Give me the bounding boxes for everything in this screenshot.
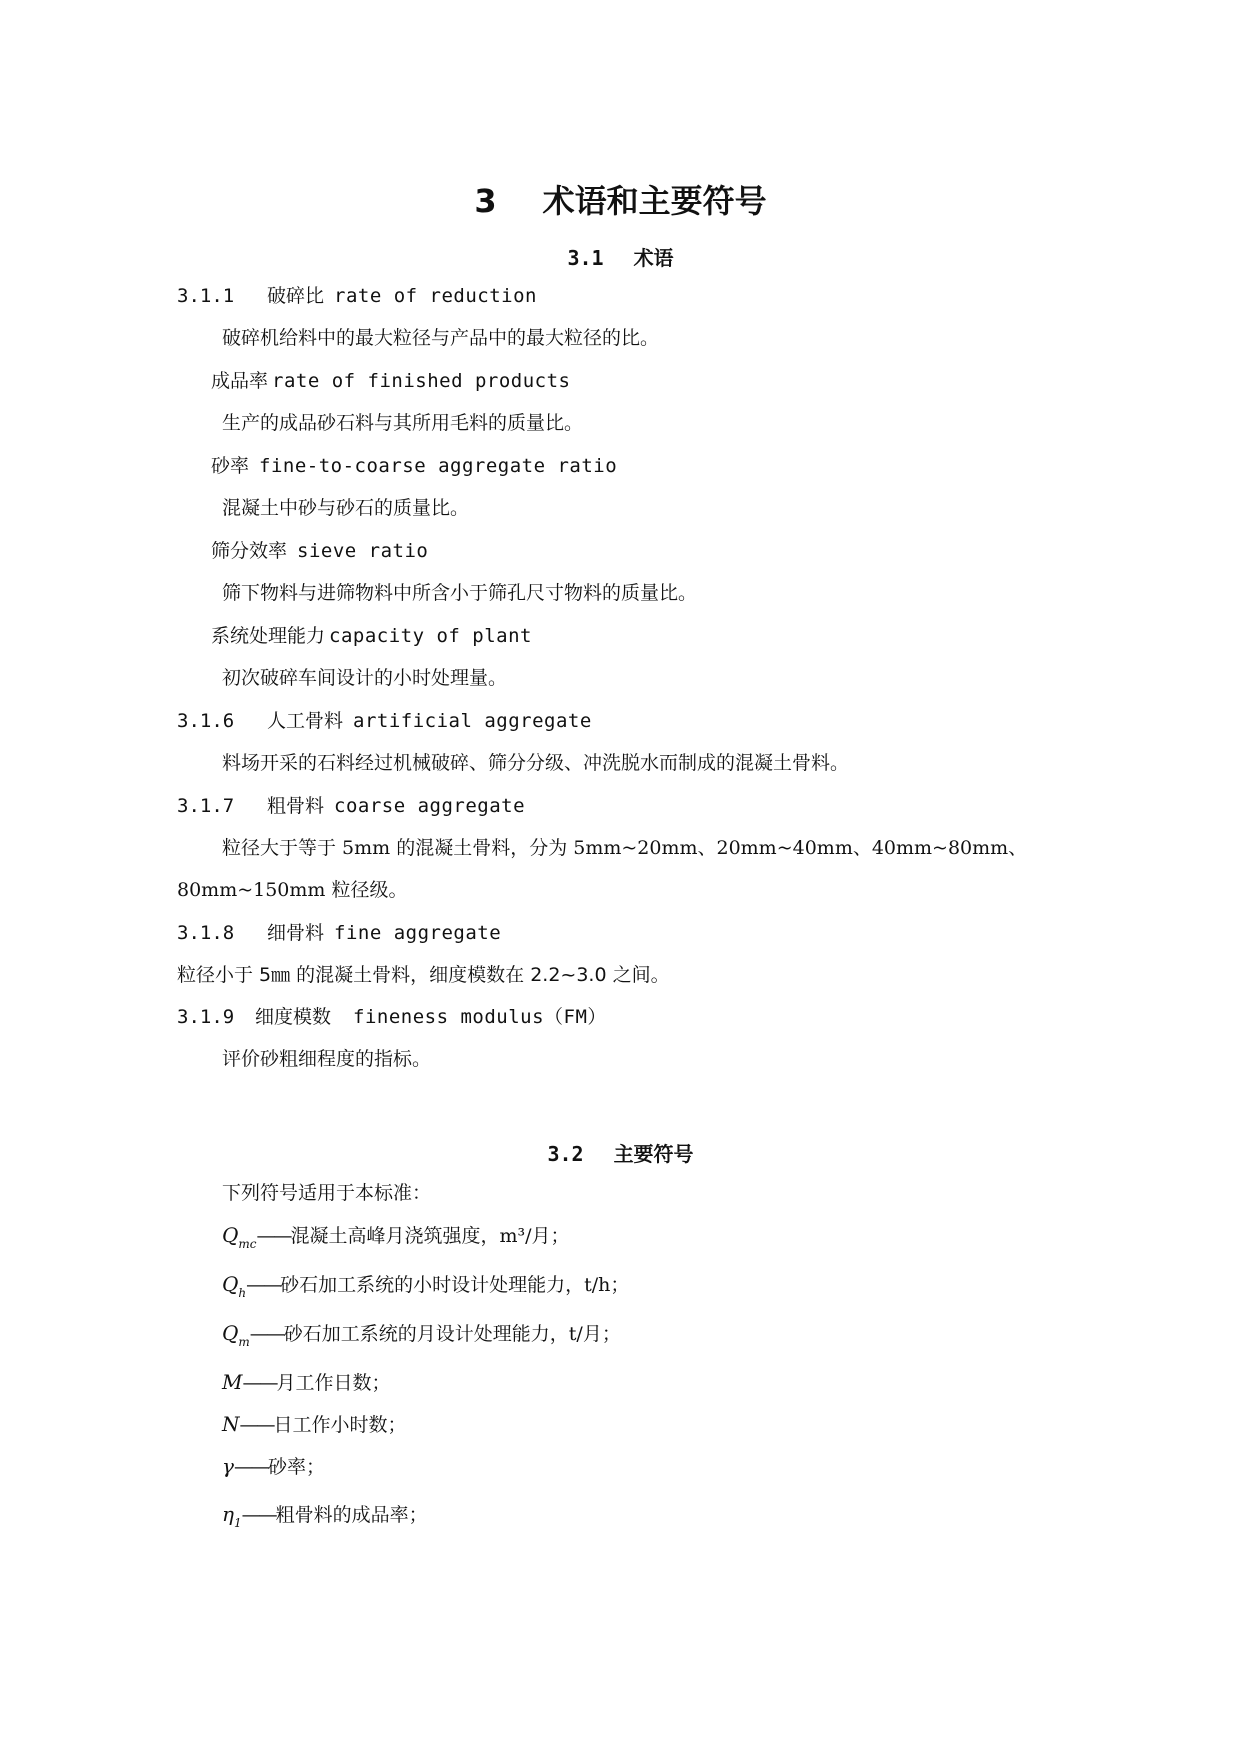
symbol: Q [222,1321,239,1345]
term-name: 粗骨料 [267,795,325,817]
term-definition: 粒径小于 5㎜ 的混凝土骨料，细度模数在 2.2~3.0 之间。 [177,964,670,986]
section-heading-3-2 [0,1138,1241,1167]
term-definition: 粒径大于等于 5mm 的混凝土骨料，分为 5mm~20mm、20mm~40mm、40mm~80mm、 [222,837,1028,859]
term-definition: 混凝土中砂与砂石的质量比。 [222,497,470,519]
term-name: 人工骨料 [267,710,344,732]
term-number: 3.1.9 [177,1006,235,1028]
em-dash: —— [233,1456,268,1478]
symbol-row [222,1502,428,1529]
term-english: fine aggregate [334,922,502,944]
term-heading [211,624,532,649]
em-dash: —— [239,1414,274,1436]
term-name: 系统处理能力 [211,625,326,647]
term-english: fineness modulus（FM） [353,1006,607,1028]
term-heading [177,1005,607,1030]
term-english: rate of reduction [334,285,537,307]
symbol-subscript: m [238,1335,250,1349]
em-dash: —— [242,1372,277,1394]
term-number: 3.1.1 [177,285,235,307]
term-definition: 料场开采的石料经过机械破碎、筛分分级、冲洗脱水而制成的混凝土骨料。 [222,752,850,774]
term-heading [177,921,501,946]
symbol-subscript: h [238,1286,247,1300]
term-english: artificial aggregate [353,710,592,732]
symbol: γ [222,1454,234,1478]
term-number: 3.1.7 [177,795,235,817]
symbol-description: 砂石加工系统的月设计处理能力，t/月； [283,1323,621,1345]
term-heading [211,454,617,479]
term-definition: 初次破碎车间设计的小时处理量。 [222,667,508,689]
term-english: sieve ratio [297,540,429,562]
em-dash: —— [249,1323,284,1345]
em-dash: —— [256,1225,291,1247]
term-name: 成品率 [211,370,269,392]
symbol: Q [222,1272,239,1296]
term-number: 3.1.8 [177,922,235,944]
section-number: 3.1 [567,246,604,270]
symbol: M [222,1370,243,1394]
term-definition: 评价砂粗细程度的指标。 [222,1048,432,1070]
symbol: η [222,1502,234,1526]
symbol-row [222,1454,325,1481]
section-number: 3.2 [547,1142,584,1166]
term-name: 细骨料 [267,922,325,944]
term-english: capacity of plant [329,625,532,647]
chapter-number: 3 [474,182,497,220]
term-definition-continued: 80mm~150mm 粒径级。 [177,879,408,901]
symbol-description: 砂石加工系统的小时设计处理能力，t/h； [280,1274,630,1296]
chapter-title: 术语和主要符号 [542,182,767,220]
term-english: coarse aggregate [334,795,526,817]
symbol-description: 混凝土高峰月浇筑强度，m³/月； [290,1225,570,1247]
term-definition: 筛下物料与进筛物料中所含小于筛孔尺寸物料的质量比。 [222,582,698,604]
chapter-heading [0,176,1241,222]
term-name: 破碎比 [267,285,325,307]
symbol-row [222,1223,570,1250]
term-heading [177,794,525,819]
term-definition: 生产的成品砂石料与其所用毛料的质量比。 [222,412,584,434]
symbol-subscript: 1 [233,1516,242,1530]
symbols-intro: 下列符号适用于本标准： [222,1182,432,1204]
em-dash: —— [246,1274,281,1296]
term-number: 3.1.6 [177,710,235,732]
symbol-description: 砂率； [267,1456,325,1478]
section-title: 主要符号 [613,1142,694,1166]
term-english: rate of finished products [272,370,571,392]
em-dash: —— [241,1504,276,1526]
section-heading-3-1 [0,242,1241,271]
term-heading [177,709,592,734]
term-heading [211,539,428,564]
term-english: fine-to-coarse aggregate ratio [259,455,618,477]
term-heading [177,284,537,309]
symbol-row [222,1321,621,1348]
term-name: 筛分效率 [211,540,288,562]
symbol-row [222,1412,407,1439]
symbol-description: 日工作小时数； [273,1414,407,1436]
symbol: Q [222,1223,239,1247]
term-name: 砂率 [211,455,250,477]
symbol-row [222,1272,629,1299]
term-name: 细度模数 [255,1006,332,1028]
section-title: 术语 [633,246,674,270]
symbol: N [222,1412,240,1436]
term-definition: 破碎机给料中的最大粒径与产品中的最大粒径的比。 [222,327,660,349]
term-heading [211,369,571,394]
symbol-row [222,1370,391,1397]
symbol-description: 粗骨料的成品率； [275,1504,428,1526]
symbol-subscript: mc [238,1237,257,1251]
symbol-description: 月工作日数； [276,1372,391,1394]
